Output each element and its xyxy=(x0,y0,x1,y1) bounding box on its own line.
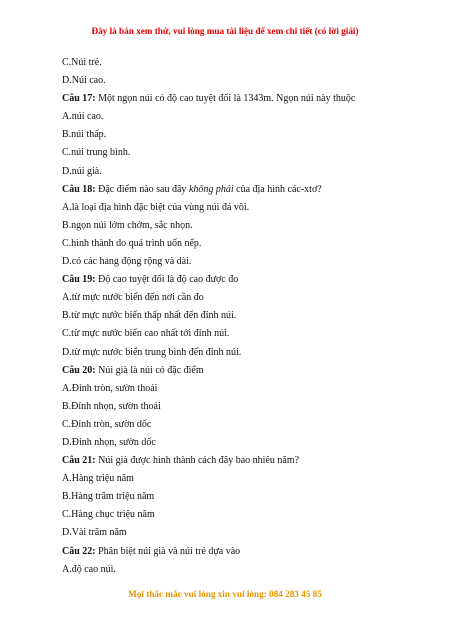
line-text: C.Đỉnh tròn, sườn dốc xyxy=(62,418,152,430)
answer-option xyxy=(62,163,392,181)
line-text: C.Hàng chục triệu năm xyxy=(62,509,155,521)
question-line xyxy=(62,452,392,470)
answer-option xyxy=(62,506,392,524)
line-text: A.Đỉnh tròn, sườn thoải xyxy=(62,382,158,394)
line-text: D.Núi cao. xyxy=(62,75,106,87)
line-text: D.Đỉnh nhọn, sườn dốc xyxy=(62,436,156,448)
question-line xyxy=(62,362,392,380)
line-text: Núi già là núi có đặc điểm xyxy=(95,364,204,376)
answer-option xyxy=(62,325,392,343)
contact-footer: Mọi thắc mắc vui lòng xin vui lòng: 084 283 45 85 xyxy=(128,589,322,599)
line-text: D.núi già. xyxy=(62,165,102,177)
question-number: Câu 20: xyxy=(62,364,96,376)
question-number: Câu 18: xyxy=(62,183,96,195)
answer-option xyxy=(62,434,392,452)
line-text: Độ cao tuyệt đối là độ cao được đo xyxy=(95,274,239,286)
answer-option xyxy=(62,416,392,434)
line-text: C.Núi trẻ. xyxy=(62,57,102,68)
question-number: Câu 19: xyxy=(62,274,96,286)
question-line xyxy=(62,271,392,289)
line-text: D.Vài trăm năm xyxy=(62,527,127,539)
answer-option xyxy=(62,561,392,579)
question-line xyxy=(62,90,392,108)
answer-option xyxy=(62,72,392,90)
question-number: Câu 22: xyxy=(62,545,96,557)
answer-option xyxy=(62,253,392,271)
question-number: Câu 17: xyxy=(62,93,96,105)
question-line xyxy=(62,543,392,561)
line-text: A.là loại địa hình đặc biệt của vùng núi đá vôi. xyxy=(62,201,250,213)
line-text: A.Hàng triệu năm xyxy=(62,473,134,485)
line-text: A.núi cao. xyxy=(62,111,104,123)
line-text: A.từ mực nước biển đến nơi cần đo xyxy=(62,292,204,304)
line-text: Đặc điểm nào sau đây xyxy=(95,183,189,195)
answer-option xyxy=(62,398,392,416)
question-line xyxy=(62,181,392,199)
line-text-tail: của địa hình các-xtơ? xyxy=(233,183,322,195)
line-text: D.có các hang động rộng và dài. xyxy=(62,256,192,268)
line-text: B.núi thấp. xyxy=(62,129,107,141)
line-text: B.từ mực nước biển thấp nhất đến đỉnh núi. xyxy=(62,310,237,322)
line-text: Một ngọn núi có độ cao tuyệt đối là 1343m. Ngọn núi này thuộc xyxy=(95,93,356,105)
answer-option xyxy=(62,199,392,217)
answer-option xyxy=(62,235,392,253)
line-text: A.độ cao núi. xyxy=(62,563,116,575)
answer-option xyxy=(62,344,392,362)
line-text: B.Đỉnh nhọn, sườn thoải xyxy=(62,400,161,412)
line-text: B.Hàng trăm triệu năm xyxy=(62,491,155,503)
emphasis-text: không phải xyxy=(188,183,234,195)
answer-option xyxy=(62,217,392,235)
document-body xyxy=(62,54,392,579)
answer-option xyxy=(62,470,392,488)
answer-option xyxy=(62,307,392,325)
line-text: C.núi trung bình. xyxy=(62,147,131,159)
answer-option xyxy=(62,289,392,307)
line-text: Núi già được hình thành cách đây bao nhiêu năm? xyxy=(95,455,300,467)
answer-option xyxy=(62,54,392,72)
answer-option xyxy=(62,126,392,144)
line-text: Phân biệt núi già và núi trẻ dựa vào xyxy=(95,545,241,557)
answer-option xyxy=(62,488,392,506)
line-text: B.ngọn núi lởm chởm, sắc nhọn. xyxy=(62,219,193,231)
answer-option xyxy=(62,144,392,162)
answer-option xyxy=(62,524,392,542)
line-text: C.hình thành do quá trình uốn nếp. xyxy=(62,237,202,249)
line-text: D.từ mực nước biển trung bình đến đỉnh núi. xyxy=(62,346,242,358)
question-number: Câu 21: xyxy=(62,455,96,467)
answer-option xyxy=(62,380,392,398)
preview-notice: Đây là bản xem thử, vui lòng mua tài liệu để xem chi tiết (có lời giải) xyxy=(91,26,359,36)
answer-option xyxy=(62,108,392,126)
line-text: C.từ mực nước biển cao nhất tới đỉnh núi. xyxy=(62,328,230,340)
